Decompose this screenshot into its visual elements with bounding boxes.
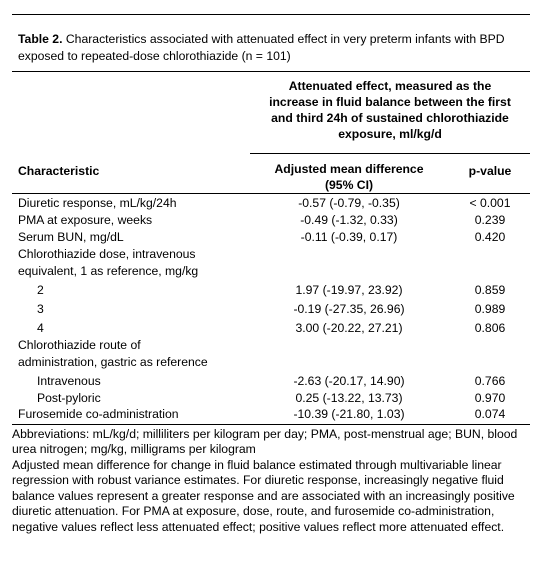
table-row <box>0 196 548 213</box>
table-row <box>0 407 548 424</box>
bottom-rule <box>12 424 530 425</box>
column-header-estimate <box>250 161 448 193</box>
column-header-estimate-line: (95% CI) <box>324 178 374 192</box>
row-estimate: 1.97 (-19.97, 23.92) <box>295 283 403 297</box>
row-label: administration, gastric as reference <box>18 355 208 369</box>
spanning-header-line: increase in fluid balance between the first <box>269 95 511 109</box>
row-pvalue: 0.766 <box>474 374 506 388</box>
spanning-header-line: Attenuated effect, measured as the <box>288 79 492 93</box>
table-row <box>0 321 548 338</box>
table-row <box>0 247 548 264</box>
row-label: Chlorothiazide route of <box>18 338 141 352</box>
column-header-pvalue: p-value <box>468 164 512 178</box>
column-header-estimate-line: Adjusted mean difference <box>274 162 424 176</box>
table-row <box>0 283 548 300</box>
spanning-header <box>250 78 530 142</box>
row-estimate: -0.19 (-27.35, 26.96) <box>293 302 405 316</box>
row-estimate: 0.25 (-13.22, 13.73) <box>295 391 403 405</box>
row-pvalue: 0.970 <box>474 391 506 405</box>
row-pvalue: 0.239 <box>474 213 506 227</box>
row-pvalue: 0.859 <box>474 283 506 297</box>
table-row <box>0 264 548 281</box>
table-row <box>0 374 548 391</box>
row-pvalue: 0.989 <box>474 302 506 316</box>
row-pvalue: < 0.001 <box>469 196 511 210</box>
table-row <box>0 302 548 319</box>
methods-footnote: Adjusted mean difference for change in fluid balance estimated through multivariable linear regression with robust variance estimates. For diuretic response, increasingly negative fluid balance values represent a greater response and are associated with an increasingly positive diuretic attenuation. For PMA at exposure, dose, route, and furosemide co-administration, negative values reflect less attenuated effect; positive values reflect more attenuated effect. <box>12 458 515 534</box>
row-pvalue: 0.806 <box>474 321 506 335</box>
row-label: 3 <box>37 302 44 316</box>
row-label: Chlorothiazide dose, intravenous <box>18 247 196 261</box>
table-label: Table 2. <box>18 32 63 46</box>
header-rule <box>12 193 530 194</box>
row-pvalue: 0.420 <box>474 230 506 244</box>
row-label: Intravenous <box>37 374 101 388</box>
table-row <box>0 213 548 230</box>
table-caption <box>18 31 533 65</box>
row-label: 2 <box>37 283 44 297</box>
row-label: equivalent, 1 as reference, mg/kg <box>18 264 199 278</box>
row-estimate: -0.57 (-0.79, -0.35) <box>298 196 400 210</box>
row-label: Serum BUN, mg/dL <box>18 230 124 244</box>
column-header-characteristic: Characteristic <box>18 164 100 178</box>
top-rule <box>12 14 530 15</box>
table-row <box>0 355 548 372</box>
row-label: 4 <box>37 321 44 335</box>
row-estimate: -10.39 (-21.80, 1.03) <box>293 407 405 421</box>
row-label: Post-pyloric <box>37 391 101 405</box>
row-label: PMA at exposure, weeks <box>18 213 153 227</box>
table-row <box>0 391 548 408</box>
abbreviations-footnote: Abbreviations: mL/kg/d; milliliters per kilogram per day; PMA, post-menstrual age; BUN, blood urea nitrogen; mg/kg, milligrams per kilogram <box>12 427 518 457</box>
row-label: Furosemide co-administration <box>18 407 179 421</box>
row-estimate: -0.49 (-1.32, 0.33) <box>300 213 398 227</box>
caption-rule <box>12 71 530 72</box>
row-label: Diuretic response, mL/kg/24h <box>18 196 177 210</box>
spanning-header-line: exposure, ml/kg/d <box>338 127 442 141</box>
spanning-header-rule <box>250 153 530 154</box>
row-estimate: -0.11 (-0.39, 0.17) <box>300 230 398 244</box>
table-row <box>0 338 548 355</box>
row-estimate: -2.63 (-20.17, 14.90) <box>293 374 405 388</box>
table-title: Characteristics associated with attenuated effect in very preterm infants with BPD exposed to repeated-dose chlorothiazide (n = 101) <box>18 32 505 63</box>
spanning-header-line: and third 24h of sustained chlorothiazide <box>271 111 509 125</box>
row-estimate: 3.00 (-20.22, 27.21) <box>295 321 403 335</box>
table-row <box>0 230 548 247</box>
row-pvalue: 0.074 <box>474 407 506 421</box>
